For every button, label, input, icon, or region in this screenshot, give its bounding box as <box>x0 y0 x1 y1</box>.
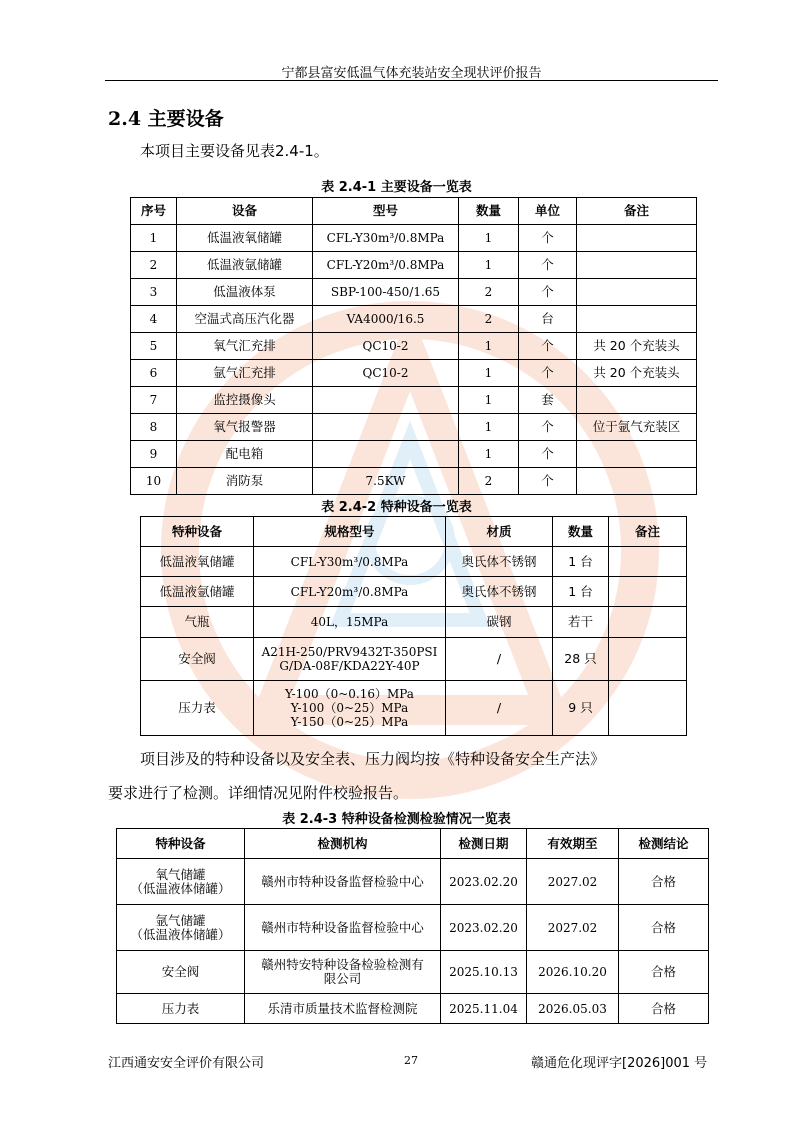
table-row <box>141 577 687 607</box>
table1-cell: 氧气汇充排 <box>177 333 313 360</box>
footer-doc-number: 赣通危化现评字[2026]001 号 <box>531 1056 708 1071</box>
table3-date-cell: 2025.10.13 <box>441 951 527 994</box>
table3-date-cell: 2025.11.04 <box>441 994 527 1024</box>
table1-cell: 1 <box>459 333 519 360</box>
table1-cell: 6 <box>131 360 177 387</box>
table2-spec-cell-line: Y-100（0~25）MPa <box>290 701 409 715</box>
table1-cell: 1 <box>459 441 519 468</box>
table3-valid-until-cell: 2026.05.03 <box>527 994 619 1024</box>
table1-header-cell: 单位 <box>519 198 577 225</box>
table3-organization-cell-line: 乐清市质量技术监督检测院 <box>267 1000 418 1016</box>
table3-header-cell: 有效期至 <box>527 829 619 859</box>
table1-cell <box>313 441 459 468</box>
table2-spec-cell <box>254 638 446 681</box>
table-row <box>131 414 697 441</box>
table1-cell: 台 <box>519 306 577 333</box>
footer-company: 江西通安安全评价有限公司 <box>108 1056 265 1071</box>
table2-note-cell <box>609 681 687 736</box>
table-row <box>131 333 697 360</box>
table1-cell: 1 <box>459 252 519 279</box>
table1-cell: 3 <box>131 279 177 306</box>
section-title: 2.4 主要设备 <box>108 108 224 130</box>
table1-cell: 套 <box>519 387 577 414</box>
inspection-paragraph-line1: 项目涉及的特种设备以及安全表、压力阀均按《特种设备安全生产法》 <box>140 750 606 768</box>
table-row <box>131 360 697 387</box>
table2-note-cell <box>609 638 687 681</box>
table1-header-cell: 备注 <box>577 198 697 225</box>
table3-equipment-cell-line: （低温液体储罐） <box>130 880 231 896</box>
table-row <box>131 252 697 279</box>
table1-cell: 位于氩气充装区 <box>577 414 697 441</box>
table-row <box>141 607 687 638</box>
table3-valid-until-cell: 2027.02 <box>527 859 619 905</box>
table-row <box>141 638 687 681</box>
table1-cell: 1 <box>459 387 519 414</box>
table-row <box>141 547 687 577</box>
table1-cell <box>313 387 459 414</box>
table2-spec-cell <box>254 547 446 577</box>
table2-equipment-cell: 低温液氧储罐 <box>141 547 254 577</box>
table1-header-cell: 序号 <box>131 198 177 225</box>
table2-spec-cell-line: A21H-250/PRV9432T-350PSI <box>261 645 438 659</box>
table1-cell: 监控摄像头 <box>177 387 313 414</box>
table1-cell <box>313 414 459 441</box>
table3-result-cell: 合格 <box>619 951 709 994</box>
table3-organization-cell <box>245 905 441 951</box>
table1-cell: 低温液氩储罐 <box>177 252 313 279</box>
special-equipment-table <box>140 516 687 736</box>
table-row <box>131 225 697 252</box>
table1-header-row <box>131 198 697 225</box>
table1-cell: CFL-Y20m³/0.8MPa <box>313 252 459 279</box>
table2-equipment-cell: 安全阀 <box>141 638 254 681</box>
table1-cell: 低温液体泵 <box>177 279 313 306</box>
table2-material-cell: 奥氏体不锈钢 <box>446 547 553 577</box>
table3-equipment-cell <box>117 994 245 1024</box>
table3-equipment-cell <box>117 905 245 951</box>
table1-cell <box>577 306 697 333</box>
table1-cell: 1 <box>459 360 519 387</box>
table2-spec-cell <box>254 681 446 736</box>
table2-spec-cell-line: CFL-Y20m³/0.8MPa <box>290 584 409 599</box>
table1-cell: 低温液氧储罐 <box>177 225 313 252</box>
table1-cell: 2 <box>459 468 519 495</box>
table1-cell: 8 <box>131 414 177 441</box>
table2-quantity-cell: 28 只 <box>553 638 609 681</box>
table1-cell <box>577 441 697 468</box>
table3-equipment-cell-line: （低温液体储罐） <box>130 926 231 942</box>
table1-cell: 个 <box>519 441 577 468</box>
table1-cell: 空温式高压汽化器 <box>177 306 313 333</box>
table2-quantity-cell: 1 台 <box>553 577 609 607</box>
header-divider <box>105 80 718 81</box>
table2-spec-cell-line: 40L，15MPa <box>310 615 389 629</box>
table2-spec-cell <box>254 577 446 607</box>
table1-cell <box>577 279 697 306</box>
table3-valid-until-cell: 2027.02 <box>527 905 619 951</box>
table3-date-cell: 2023.02.20 <box>441 905 527 951</box>
table2-header-cell: 数量 <box>553 517 609 547</box>
table2-material-cell: 奥氏体不锈钢 <box>446 577 553 607</box>
table1-cell: 个 <box>519 333 577 360</box>
table2-header-cell: 材质 <box>446 517 553 547</box>
table2-quantity-cell: 9 只 <box>553 681 609 736</box>
table2-spec-cell-line: G/DA-08F/KDA22Y-40P <box>279 659 420 673</box>
table1-cell: 消防泵 <box>177 468 313 495</box>
table3-equipment-cell <box>117 859 245 905</box>
table3-result-cell: 合格 <box>619 994 709 1024</box>
table3-organization-cell-line: 限公司 <box>323 971 362 986</box>
table1-cell: 10 <box>131 468 177 495</box>
table1-cell: SBP-100-450/1.65 <box>313 279 459 306</box>
table2-spec-cell-line: CFL-Y30m³/0.8MPa <box>290 554 409 569</box>
main-equipment-table <box>130 197 697 495</box>
table2-material-cell: / <box>446 638 553 681</box>
table1-header-cell: 设备 <box>177 198 313 225</box>
table2-caption: 表 2.4-2 特种设备一览表 <box>321 500 472 515</box>
table2-header-cell: 特种设备 <box>141 517 254 547</box>
table3-equipment-cell-line: 氧气储罐 <box>155 866 206 882</box>
table3-result-cell: 合格 <box>619 905 709 951</box>
table2-equipment-cell: 气瓶 <box>141 607 254 638</box>
table1-cell <box>577 387 697 414</box>
table3-header-cell: 检测结论 <box>619 829 709 859</box>
table2-header-cell: 规格型号 <box>254 517 446 547</box>
table1-cell <box>577 225 697 252</box>
table2-note-cell <box>609 607 687 638</box>
table-row <box>117 859 709 905</box>
table3-equipment-cell-line: 压力表 <box>161 1000 200 1016</box>
table1-cell: 5 <box>131 333 177 360</box>
table1-cell <box>577 252 697 279</box>
table1-cell: 共 20 个充装头 <box>577 333 697 360</box>
table2-material-cell: 碳钢 <box>446 607 553 638</box>
table2-spec-cell-line: Y-150（0~25）MPa <box>290 715 409 729</box>
table2-header-row <box>141 517 687 547</box>
table3-date-cell: 2023.02.20 <box>441 859 527 905</box>
table1-cell: QC10-2 <box>313 360 459 387</box>
table1-cell <box>577 468 697 495</box>
inspection-paragraph-line2: 要求进行了检测。详细情况见附件校验报告。 <box>108 784 409 802</box>
table-row <box>141 681 687 736</box>
table1-cell: 配电箱 <box>177 441 313 468</box>
table1-cell: 1 <box>459 414 519 441</box>
inspection-table <box>116 828 709 1024</box>
table1-cell: 9 <box>131 441 177 468</box>
table1-cell: 1 <box>459 225 519 252</box>
table2-quantity-cell: 1 台 <box>553 547 609 577</box>
table3-header-cell: 检测机构 <box>245 829 441 859</box>
table3-equipment-cell-line: 安全阀 <box>161 964 200 979</box>
table3-organization-cell <box>245 994 441 1024</box>
table2-material-cell: / <box>446 681 553 736</box>
table1-cell: 2 <box>459 279 519 306</box>
table1-cell: CFL-Y30m³/0.8MPa <box>313 225 459 252</box>
table1-cell: 氩气汇充排 <box>177 360 313 387</box>
table-row <box>131 279 697 306</box>
table3-result-cell: 合格 <box>619 859 709 905</box>
table3-organization-cell <box>245 859 441 905</box>
table1-cell: 2 <box>459 306 519 333</box>
table2-quantity-cell: 若干 <box>553 607 609 638</box>
table-row <box>131 387 697 414</box>
table1-cell: 个 <box>519 225 577 252</box>
table2-equipment-cell: 低温液氩储罐 <box>141 577 254 607</box>
table-row <box>131 468 697 495</box>
table3-organization-cell-line: 赣州特安特种设备检验检测有 <box>261 957 424 972</box>
table3-organization-cell-line: 赣州市特种设备监督检验中心 <box>261 919 424 935</box>
table1-header-cell: 数量 <box>459 198 519 225</box>
table-row <box>117 994 709 1024</box>
table1-cell: 个 <box>519 414 577 441</box>
header-title: 宁都县富安低温气体充装站安全现状评价报告 <box>281 66 542 81</box>
table2-spec-cell <box>254 607 446 638</box>
table1-cell: 个 <box>519 360 577 387</box>
table3-valid-until-cell: 2026.10.20 <box>527 951 619 994</box>
table-row <box>117 951 709 994</box>
table1-cell: 个 <box>519 468 577 495</box>
page-number: 27 <box>404 1054 418 1067</box>
table-row <box>131 306 697 333</box>
table1-cell: 7.5KW <box>313 468 459 495</box>
table3-organization-cell-line: 赣州市特种设备监督检验中心 <box>261 873 424 889</box>
table3-equipment-cell-line: 氩气储罐 <box>155 912 206 928</box>
table1-caption: 表 2.4-1 主要设备一览表 <box>321 180 472 195</box>
table3-equipment-cell <box>117 951 245 994</box>
table1-cell: 2 <box>131 252 177 279</box>
intro-paragraph: 本项目主要设备见表2.4-1。 <box>140 142 329 160</box>
table-row <box>131 441 697 468</box>
table3-organization-cell <box>245 951 441 994</box>
table2-note-cell <box>609 577 687 607</box>
table2-note-cell <box>609 547 687 577</box>
table3-header-cell: 检测日期 <box>441 829 527 859</box>
table-row <box>117 905 709 951</box>
table2-header-cell: 备注 <box>609 517 687 547</box>
table3-header-row <box>117 829 709 859</box>
table1-cell: QC10-2 <box>313 333 459 360</box>
table2-spec-cell-line: Y-100（0~0.16）MPa <box>285 687 414 701</box>
table1-cell: 1 <box>131 225 177 252</box>
table1-cell: 个 <box>519 279 577 306</box>
table1-header-cell: 型号 <box>313 198 459 225</box>
table1-cell: 7 <box>131 387 177 414</box>
table3-header-cell: 特种设备 <box>117 829 245 859</box>
table1-cell: 4 <box>131 306 177 333</box>
table1-cell: 共 20 个充装头 <box>577 360 697 387</box>
table1-cell: 氧气报警器 <box>177 414 313 441</box>
table1-cell: VA4000/16.5 <box>313 306 459 333</box>
table2-equipment-cell: 压力表 <box>141 681 254 736</box>
table1-cell: 个 <box>519 252 577 279</box>
table3-caption: 表 2.4-3 特种设备检测检验情况一览表 <box>282 812 511 827</box>
